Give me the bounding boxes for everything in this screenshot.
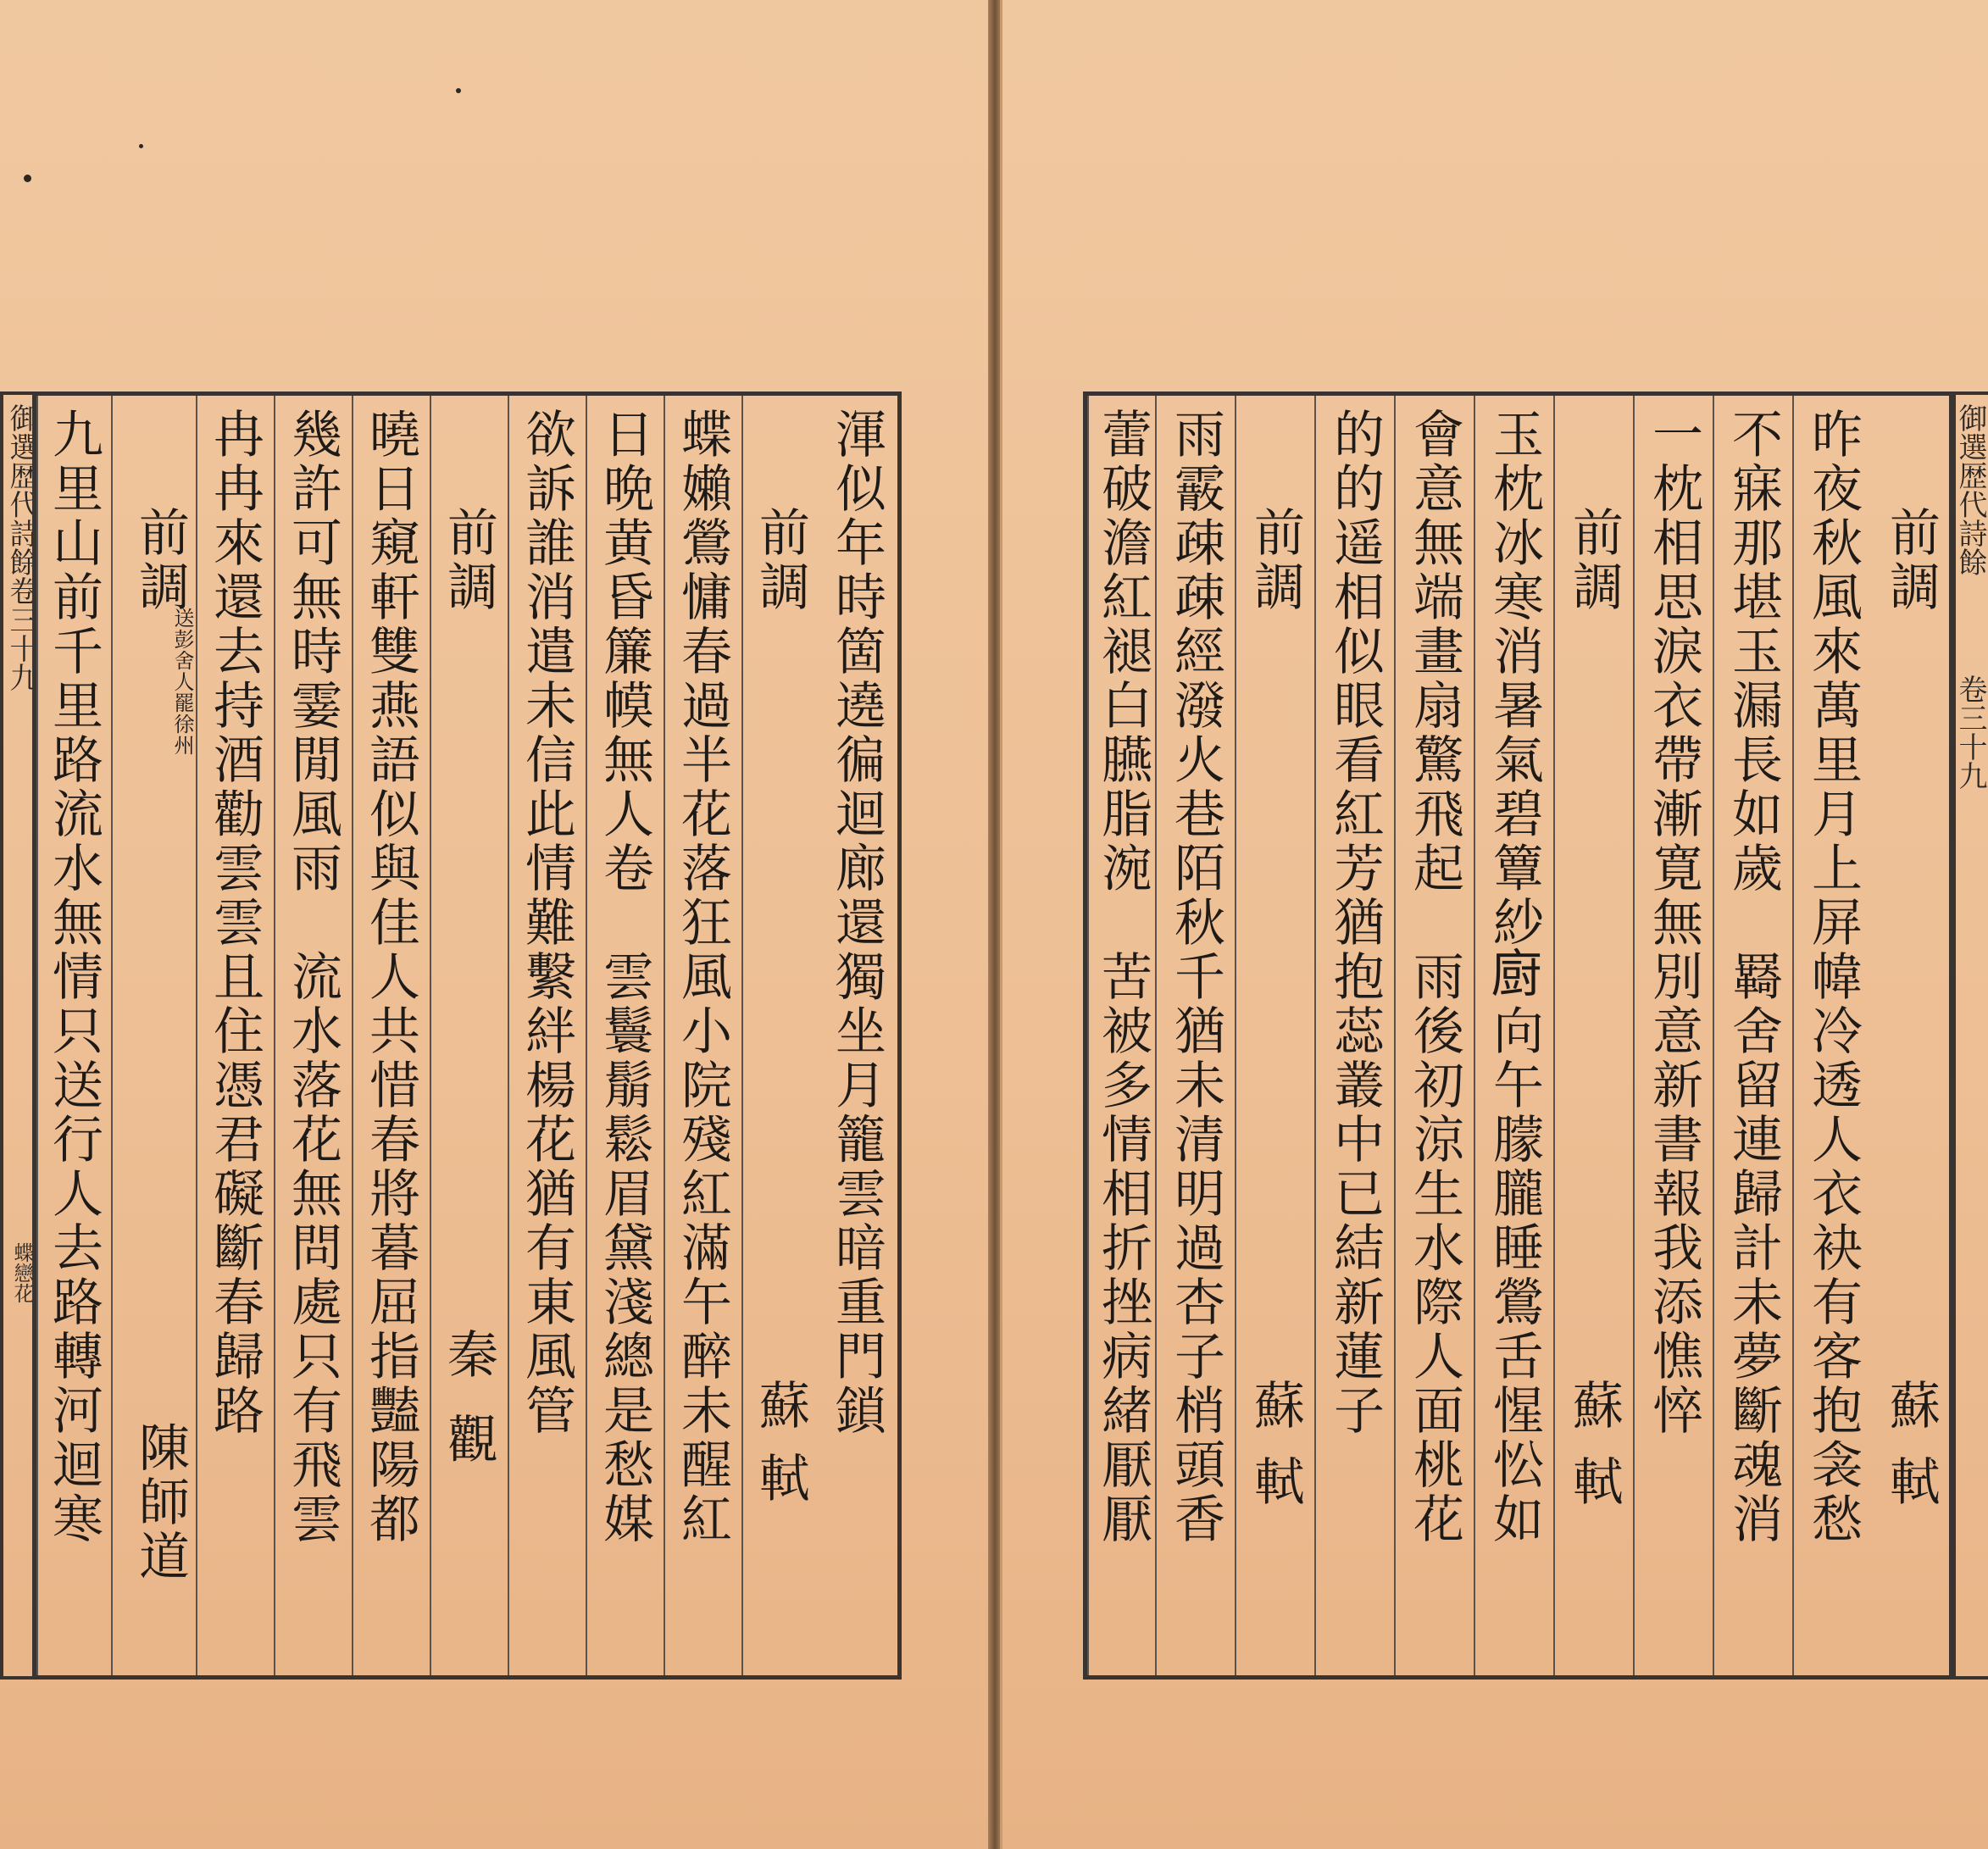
verse-line: 昨夜秋風來萬里月上屏幃冷透人衣袂有客抱衾愁 <box>1803 408 1863 1546</box>
text-column <box>196 396 274 1675</box>
text-column <box>1394 396 1474 1675</box>
verse-line: 會意無端畫扇驚飛起 雨後初涼生水際人面桃花 <box>1405 408 1464 1546</box>
text-column <box>664 396 741 1675</box>
verse-line: 渾似年時箇遶徧迴廊還獨坐月籠雲暗重門鎖 <box>827 408 886 1438</box>
text-column <box>508 396 586 1675</box>
text-column <box>1792 396 1872 1675</box>
right-text-frame <box>1083 391 1956 1680</box>
left-text-frame <box>32 391 902 1680</box>
text-column <box>1155 396 1235 1675</box>
ink-speck <box>24 175 31 182</box>
text-column <box>274 396 352 1675</box>
verse-line: 日晩黄昏簾幙無人卷 雲鬟鬅鬆眉黛淺總是愁媒 <box>595 408 654 1546</box>
tune-title: 前調 <box>1246 506 1305 614</box>
text-column <box>819 396 897 1675</box>
tune-title: 前調 <box>1564 506 1624 614</box>
text-column <box>1553 396 1633 1675</box>
verse-line: 玉枕冰寒消暑氣碧簟紗𢊍向午朦朧睡鶯舌惺忪如 <box>1485 408 1544 1546</box>
verse-line: 九里山前千里路流水無情只送行人去路轉河迴寒 <box>44 408 103 1546</box>
verse-line: 幾許可無時霎閒風雨 流水落花無問處只有飛雲 <box>283 408 342 1546</box>
verse-line: 蕾破澹紅褪白臙脂涴 苦被多情相折挫病緒厭厭 <box>1093 408 1152 1546</box>
author-name: 秦觀 <box>439 1328 498 1497</box>
text-column <box>1314 396 1394 1675</box>
text-column <box>1872 396 1952 1675</box>
text-column <box>352 396 430 1675</box>
author-name: 蘇軾 <box>1246 1379 1305 1531</box>
text-column <box>586 396 664 1675</box>
right-margin-strip <box>1949 391 1988 1680</box>
text-column <box>1087 396 1155 1675</box>
author-name: 蘇軾 <box>751 1379 810 1524</box>
text-column <box>1713 396 1792 1675</box>
author-name: 蘇軾 <box>1564 1379 1624 1531</box>
text-column <box>1633 396 1713 1675</box>
verse-line: 的的遥相似眼看紅芳猶抱蕊叢中已結新蓮子 <box>1325 408 1385 1438</box>
author-name: 蘇軾 <box>1881 1379 1941 1531</box>
tune-title: 前調 <box>130 506 190 614</box>
text-column <box>1474 396 1553 1675</box>
tune-title: 前調 <box>751 506 810 614</box>
margin-tune: 蝶戀花 <box>10 1242 34 1303</box>
text-column <box>430 396 508 1675</box>
margin-volume: 卷三十九 <box>1953 675 1987 790</box>
margin-title: 御選歴代詩餘 <box>1953 403 1987 576</box>
verse-line: 蝶嬾鶯慵春過半花落狂風小院殘紅滿午醉未醒紅 <box>673 408 732 1546</box>
verse-line: 冉冉來還去持酒勸雲雲且住憑君礙斷春歸路 <box>205 408 264 1438</box>
margin-title: 御選歴代詩餘卷三十九 <box>4 403 38 691</box>
verse-line: 欲訴誰消遣未信此情難繫絆楊花猶有東風管 <box>517 408 576 1438</box>
verse-line: 不寐那堪玉漏長如歲 羇舍留連歸計未夢斷魂消 <box>1724 408 1783 1546</box>
text-column <box>741 396 819 1675</box>
tune-title: 前調 <box>1881 506 1941 614</box>
text-column <box>36 396 111 1675</box>
ink-speck <box>139 144 143 148</box>
text-column <box>1235 396 1314 1675</box>
title-note: 送彭舍人罷徐州 <box>170 608 194 756</box>
verse-line: 曉日窺軒雙燕語似與佳人共惜春將暮屈指豔陽都 <box>361 408 420 1546</box>
ink-speck <box>456 88 461 93</box>
author-name: 陳師道 <box>130 1421 190 1584</box>
verse-line: 一枕相思淚衣帶漸寛無別意新書報我添憔悴 <box>1644 408 1703 1438</box>
text-column <box>111 396 196 1675</box>
verse-line: 雨霰疎疎經潑火巷陌秋千猶未清明過杏子梢頭香 <box>1166 408 1225 1546</box>
tune-title: 前調 <box>439 506 498 614</box>
